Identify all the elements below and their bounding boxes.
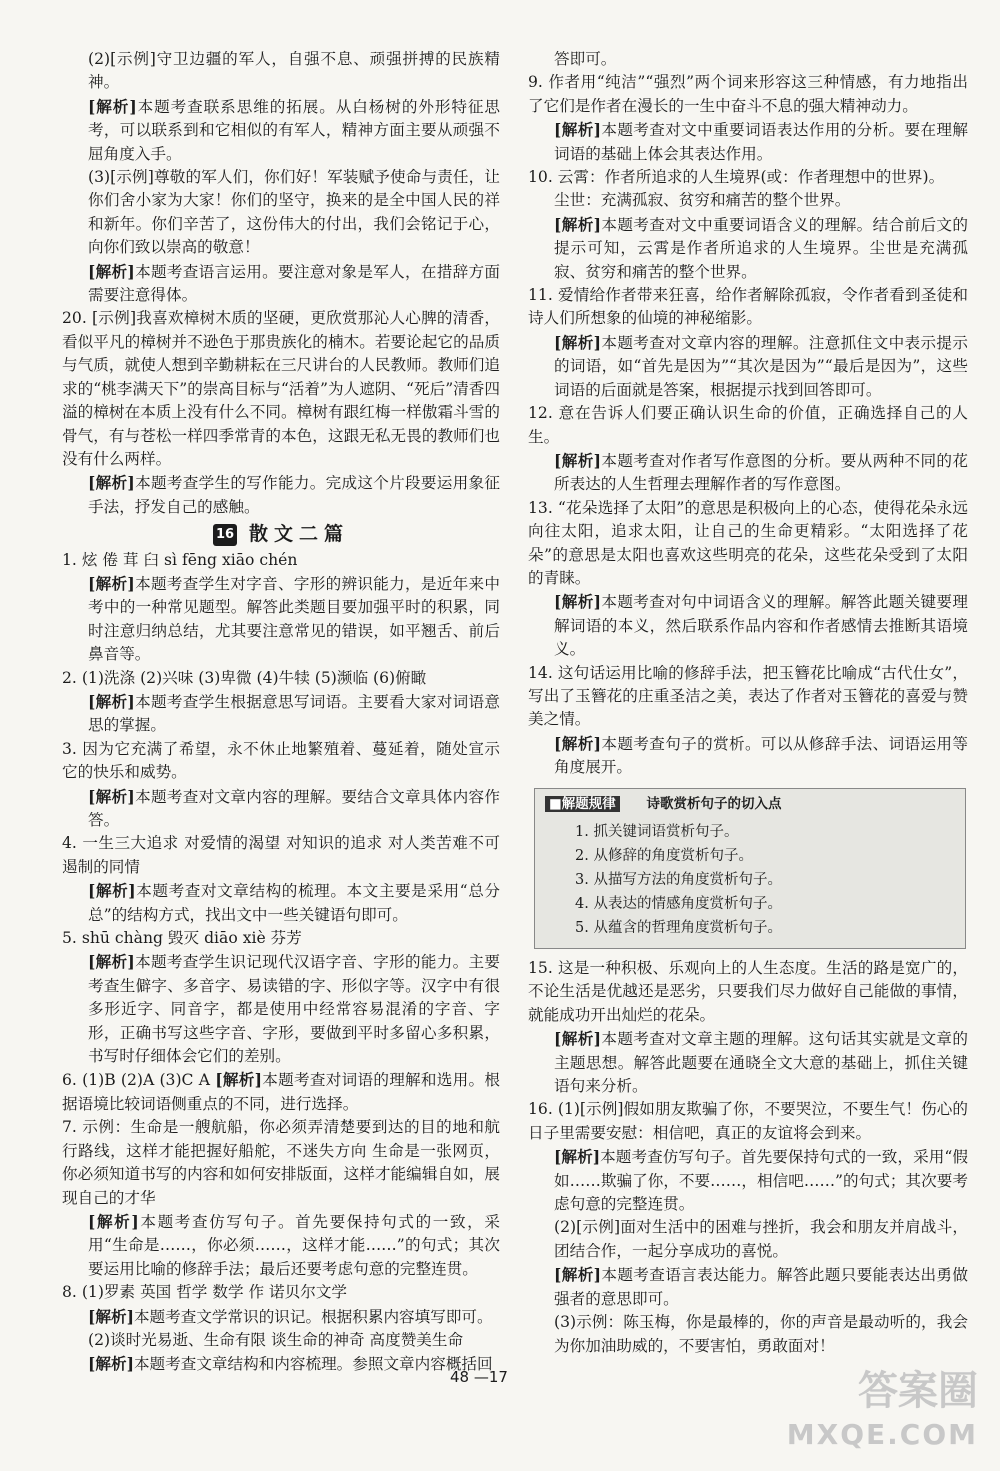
answer-item	[528, 166, 968, 189]
paragraph-text: 2. (1)洗涤 (2)兴味 (3)卑微 (4)牛犊 (5)濒临 (6)俯瞰	[62, 668, 427, 687]
answer-item	[62, 738, 500, 785]
analysis-tag: [解析]	[554, 592, 602, 612]
paragraph-text: 10. 云霄：作者所追求的人生境界(或：作者理想中的世界)。	[528, 168, 945, 187]
answer-item	[62, 832, 500, 879]
paragraph-text: (2)[示例]守卫边疆的军人，自强不息、顽强拼搏的民族精神。	[88, 50, 500, 92]
analysis-tag: [解析]	[215, 1070, 262, 1090]
analysis-tag: [解析]	[554, 214, 602, 234]
tips-item: 2. 从修辞的角度赏析句子。	[575, 848, 753, 864]
paragraph-text: 本题考查语言运用。要注意对象是军人，在措辞方面需要注意得体。	[88, 262, 500, 305]
answer-detail	[62, 950, 500, 1068]
tips-item: 1. 抓关键词语赏析句子。	[575, 824, 739, 840]
section-title	[62, 523, 500, 546]
answer-detail	[62, 166, 500, 260]
paragraph-text: 本题考查学生根据意思写词语。主要看大家对词语意思的掌握。	[88, 692, 500, 735]
paragraph-text: 本题考查文学常识的识记。根据积累内容填写即可。	[133, 1307, 493, 1326]
paragraph-text: 本题考查语言表达能力。解答此题只要能表达出勇做强者的意思即可。	[554, 1266, 968, 1308]
answer-detail	[62, 572, 500, 667]
answer-detail	[62, 48, 500, 95]
page-number: 48 —17	[450, 1368, 508, 1386]
answer-item	[528, 1098, 968, 1145]
tips-box-label: ■解题规律	[545, 796, 620, 812]
analysis-tag: [解析]	[88, 881, 136, 901]
answer-item	[62, 549, 500, 572]
tips-box-header	[545, 793, 955, 816]
paragraph-text: 本题考查对文章内容的理解。注意抓住文中表示提示的词语，如“首先是因为”“其次是因为”“最后是因为”，这些词语的后面就是答案，根据提示找到回答即可。	[554, 333, 968, 399]
paragraph-text: 本题考查对文中重要词语表达作用的分析。要在理解词语的基础上体会其表达作用。	[554, 121, 968, 163]
right-top-section	[528, 48, 968, 780]
paragraph-text: 本题考查仿写句子。首先要保持句式的一致，采用“生命是……，你必须……，这样才能……”的句式；其次要运用比喻的修辞手法；最后还要考虑句意的完整连贯。	[88, 1212, 500, 1278]
tips-item: 3. 从描写方法的角度赏析句子。	[575, 872, 782, 888]
left-column	[62, 48, 500, 1377]
analysis-tag: [解析]	[88, 786, 135, 806]
answer-item	[528, 284, 968, 331]
answer-item	[62, 1281, 500, 1304]
paragraph-text: 本题考查对文中重要词语含义的理解。结合前后文的提示可知，云霄是作者所追求的人生境界。尘世是充满孤寂、贫穷和痛苦的整个世界。	[554, 215, 968, 281]
answer-item	[528, 402, 968, 449]
analysis-tag: [解析]	[554, 1265, 602, 1285]
paragraph-text: (2)谈时光易逝、生命有限 谈生命的神奇 高度赞美生命	[88, 1330, 464, 1349]
answer-item	[528, 662, 968, 732]
answer-item	[528, 497, 968, 591]
watermark-url: MXQE.COM	[786, 1418, 978, 1451]
analysis-tag: [解析]	[88, 691, 135, 711]
answer-detail	[528, 590, 968, 661]
paragraph-text: 20. [示例]我喜欢樟树木质的坚硬，更欣赏那沁人心脾的清香，看似平凡的樟树并不逊色于那贵族化的楠木。若要论起它的品质与气质，就使人想到辛勤耕耘在三尺讲台的人民教师。教师们追求的“桃李满天下”的崇高目标与“活着”为人遮阴、“死后”清香四溢的樟树在本质上没有什么不同。樟树有跟红梅一样傲霜斗雪的骨气，有与苍松一样四季常青的本色，这跟无私无畏的教师们也没有什么两样。	[62, 309, 500, 468]
paragraph-text: 答即可。	[554, 50, 617, 68]
answer-detail	[62, 1329, 500, 1352]
paragraph-text: (2)[示例]面对生活中的困难与挫折，我会和朋友并肩战斗，团结合作，一起分享成功的喜悦。	[554, 1218, 968, 1260]
tips-item: 5. 从蕴含的哲理角度赏析句子。	[575, 920, 782, 936]
analysis-tag: [解析]	[88, 952, 135, 972]
analysis-tag: [解析]	[88, 96, 137, 116]
paragraph-text: (3)[示例]尊敬的军人们，你们好！军装赋予使命与责任，让你们舍小家为大家！你们的坚守，换来的是全中国人民的祥和新年。你们辛苦了，这份伟大的付出，我们会铭记于心，向你们致以崇高的敬意！	[88, 168, 500, 257]
paragraph-text: 6. (1)B (2)A (3)C A	[62, 1071, 216, 1090]
answer-item	[62, 307, 500, 471]
paragraph-text: 9. 作者用“纯洁”“强烈”两个词来形容这三种情感，有力地指出了它们是作者在漫长的一生中奋斗不息的强大精神动力。	[528, 73, 968, 115]
watermark-text: 答案圈	[858, 1368, 978, 1414]
analysis-tag: [解析]	[88, 1306, 134, 1326]
analysis-tag: [解析]	[88, 261, 135, 281]
answer-item	[528, 957, 968, 1027]
paragraph-text: 本题考查对词语的理解和选用。根据语境比较词语侧重点的不同，进行选择。	[62, 1071, 500, 1113]
answer-detail	[62, 690, 500, 738]
paragraph-text: 13. “花朵选择了太阳”的意思是积极向上的心态，使得花朵永远向往太阳，追求太阳，让自己的生命更精彩。“太阳选择了花朵”的意思是太阳也喜欢这些明亮的花朵，这些花朵受到了太阳的青睐。	[528, 498, 968, 587]
answer-detail	[62, 1305, 500, 1329]
paragraph-text: 本题考查文章结构和内容梳理。参照文章内容概括回	[133, 1355, 493, 1374]
answer-item	[62, 667, 500, 690]
paragraph-text: 本题考查仿写句子。首先要保持句式的一致，采用“假如……欺骗了你，不要……，相信吧……”的句式；其次要考虑句意的完整连贯。	[554, 1148, 968, 1214]
paragraph-text: 本题考查学生识记现代汉语字音、字形的能力。主要考查生僻字、多音字、易读错的字、形似字等。汉字中有很多形近字、同音字，都是使用中经常容易混淆的字音、字形，正确书写这些字音、字形，要做到平时多留心多积累，书写时仔细体会它们的差别。	[88, 953, 500, 1066]
paragraph-text: 本题考查学生的写作能力。完成这个片段要运用象征手法，抒发自己的感触。	[88, 474, 500, 516]
watermark-logo	[787, 1369, 978, 1457]
analysis-tag: [解析]	[554, 120, 602, 140]
paragraph-text: 本题考查对文章内容的理解。要结合文章具体内容作答。	[88, 787, 500, 829]
paragraph-text: 3. 因为它充满了希望，永不休止地繁殖着、蔓延着，随处宣示它的快乐和威势。	[62, 739, 500, 782]
analysis-tag: [解析]	[554, 1029, 602, 1049]
tips-box-title: 诗歌赏析句子的切入点	[646, 795, 782, 812]
paragraph-text: 8. (1)罗素 英国 哲学 数学 作 诺贝尔文学	[62, 1283, 348, 1302]
answer-detail	[62, 1352, 500, 1376]
answer-detail	[528, 1145, 968, 1216]
answer-item	[62, 927, 500, 950]
answer-detail	[528, 331, 968, 402]
answer-item	[528, 71, 968, 118]
answer-detail	[528, 1027, 968, 1098]
answer-detail	[62, 95, 500, 166]
paragraph-text: 尘世：充满孤寂、贫穷和痛苦的整个世界。	[554, 191, 851, 210]
answer-detail	[528, 189, 968, 212]
analysis-tag: [解析]	[88, 1354, 134, 1374]
paragraph-text: 本题考查对文章主题的理解。这句话其实就是文章的主题思想。解答此题要在通晓全文大意的基础上，抓住关键语句来分析。	[554, 1030, 968, 1096]
answer-detail	[528, 1216, 968, 1263]
paragraph-text: 12. 意在告诉人们要正确认识生命的价值，正确选择自己的人生。	[528, 404, 968, 446]
right-bottom-section	[528, 957, 968, 1358]
analysis-tag: [解析]	[554, 332, 602, 352]
answer-detail	[528, 449, 968, 497]
analysis-tag: [解析]	[554, 450, 602, 470]
paragraph-text: 5. shū chàng 毁灭 diāo xiè 芬芳	[62, 929, 302, 948]
answer-detail	[62, 471, 500, 519]
paragraph-text: 本题考查对文章结构的梳理。本文主要是采用“总分总”的结构方式，找出文中一些关键语句即可。	[88, 882, 500, 924]
analysis-tag: [解析]	[554, 733, 602, 753]
answer-detail	[528, 1311, 968, 1358]
paragraph-text: 14. 这句话运用比喻的修辞手法，把玉簪花比喻成“古代仕女”，写出了玉簪花的庄重圣洁之美，表达了作者对玉簪花的喜爱与赞美之情。	[528, 663, 968, 729]
paragraph-text: 本题考查对作者写作意图的分析。要从两种不同的花所表达的人生哲理去理解作者的写作意图。	[554, 451, 968, 494]
answer-detail	[528, 1263, 968, 1311]
answer-detail	[62, 260, 500, 308]
answer-detail	[528, 732, 968, 780]
paragraph-text: 本题考查句子的赏析。可以从修辞手法、词语运用等角度展开。	[554, 734, 968, 777]
paragraph-text: 11. 爱情给作者带来狂喜，给作者解除孤寂，令作者看到圣徒和诗人们所想象的仙境的神秘缩影。	[528, 286, 968, 328]
answer-detail	[528, 48, 968, 71]
paragraph-text: (3)示例：陈玉梅，你是最棒的，你的声音是最动听的，我会为你加油助威的，不要害怕，勇敢面对！	[554, 1313, 968, 1355]
answer-detail	[528, 118, 968, 166]
analysis-tag: [解析]	[88, 473, 135, 493]
paragraph-text: 4. 一生三大追求 对爱情的渴望 对知识的追求 对人类苦难不可遏制的同情	[62, 834, 500, 876]
paragraph-text: 本题考查对句中词语含义的理解。解答此题关键要理解词语的本义，然后联系作品内容和作者感情去推断其语境义。	[554, 593, 968, 659]
paragraph-text: 本题考查学生对字音、字形的辨识能力，是近年来中考中的一种常见题型。解答此类题目要加强平时的积累，同时注意归纳总结，尤其要注意常见的错误，如平翘舌、前后鼻音等。	[88, 574, 500, 664]
answer-detail	[62, 785, 500, 833]
paragraph-text: 7. 示例：生命是一艘航船，你必须弄清楚要到达的目的地和航行路线，这样才能把握好船舵，不迷失方向 生命是一张网页，你必须知道书写的内容和如何安排版面，这样才能编辑自如，展现自己的才华	[62, 1118, 500, 1207]
answer-item	[62, 1068, 500, 1116]
paragraph-text: 16. (1)[示例]假如朋友欺骗了你，不要哭泣，不要生气！伤心的日子里需要安慰：相信吧，真正的友谊将会到来。	[528, 1100, 968, 1142]
paragraph-text: 1. 炫 倦 茸 臼 sì fēng xiāo chén	[62, 550, 298, 569]
tips-box	[534, 788, 966, 949]
answer-detail	[528, 213, 968, 284]
answer-detail	[62, 879, 500, 927]
analysis-tag: [解析]	[88, 1211, 139, 1231]
paragraph-text: 15. 这是一种积极、乐观向上的人生态度。生活的路是宽广的，不论生活是优越还是恶劣，只要我们尽力做好自己能做的事情，就能成功开出灿烂的花朵。	[528, 959, 968, 1024]
paragraph-text: 本题考查联系思维的拓展。从白杨树的外形特征思考，可以联系到和它相似的有军人，精神方面主要从顽强不屈角度入手。	[88, 97, 500, 163]
section-title-text: 散文二篇	[248, 523, 349, 546]
tips-item: 4. 从表达的情感角度赏析句子。	[575, 896, 782, 912]
right-column	[528, 48, 968, 1358]
answer-item	[62, 1116, 500, 1210]
analysis-tag: [解析]	[554, 1147, 601, 1167]
section-number-badge: 16	[213, 524, 237, 546]
analysis-tag: [解析]	[88, 573, 135, 593]
answer-detail	[62, 1210, 500, 1281]
